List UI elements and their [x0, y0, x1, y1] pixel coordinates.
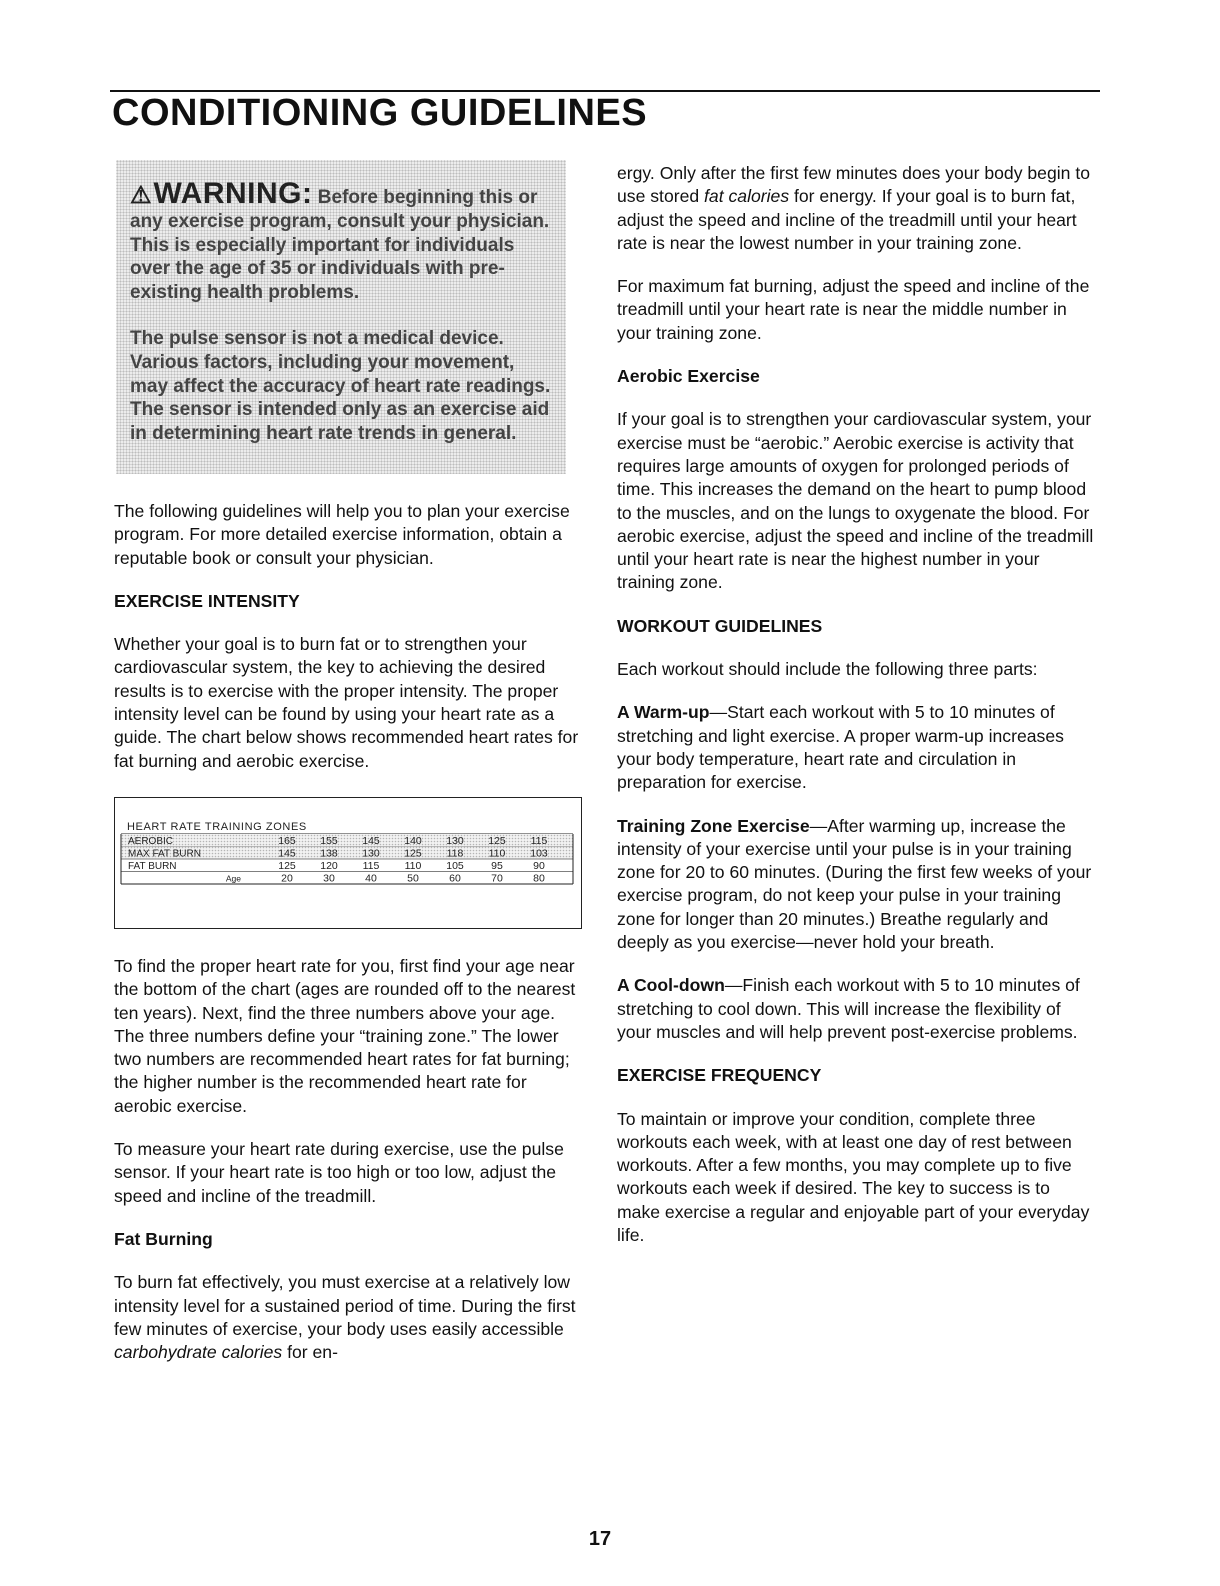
heart-rate-table-svg	[115, 798, 580, 927]
workout-guidelines-heading: WORKOUT GUIDELINES	[617, 615, 823, 636]
age-tick: 20	[281, 872, 293, 885]
table-cell-value: 145	[362, 834, 380, 847]
warmup-text: —Start each workout with 5 to 10 minutes of stretching and light exercise. A proper warm-up increases your body temperature, heart rate and circulation in preparation for exercise.	[617, 702, 1064, 793]
table-cell-value: 110	[488, 847, 506, 860]
table-cell-value: 130	[446, 834, 464, 847]
table-cell-value: 90	[533, 859, 545, 872]
measure-paragraph: To measure your heart rate during exercise, use the pulse sensor. If your heart rate is too high or too low, adjust the speed and incline of the treadmill.	[114, 1139, 564, 1206]
right-column	[617, 162, 1097, 1247]
max-fat-paragraph: For maximum fat burning, adjust the speed and incline of the treadmill until your heart rate is near the middle number in your training zone.	[617, 276, 1090, 343]
table-cell-value: 130	[362, 847, 380, 860]
row-label: FAT BURN	[128, 860, 177, 872]
fat-burning-heading: Fat Burning	[114, 1228, 213, 1249]
warmup-paragraph	[617, 701, 1097, 794]
exercise-frequency-heading: EXERCISE FREQUENCY	[617, 1065, 822, 1086]
table-cell-value: 115	[362, 859, 380, 872]
fat-text-b: for en-	[282, 1342, 338, 1363]
table-cell-value: 125	[404, 847, 422, 860]
age-tick: 40	[365, 872, 377, 885]
table-cell-value: 105	[446, 859, 464, 872]
table-cell-value: 118	[446, 847, 464, 860]
chart-title: HEART RATE TRAINING ZONES	[127, 820, 307, 833]
table-cell-value: 155	[320, 834, 338, 847]
intro-paragraph: The following guidelines will help you to plan your exercise program. For more detailed exercise information, obtain a reputable book or consult your physician.	[114, 501, 570, 568]
table-cell-value: 110	[404, 859, 422, 872]
age-tick: 60	[449, 872, 461, 885]
age-tick: 50	[407, 872, 419, 885]
cont-text-a: ergy. Only after the first few minutes does your body begin to use stored	[617, 163, 1090, 207]
row-label: MAX FAT BURN	[128, 848, 201, 860]
warning-text-1: Before beginning this or any exercise program, consult your physician. This is especially important for individuals over the age of 35 or individuals with pre-existing health problems.	[130, 187, 550, 304]
left-column	[114, 160, 589, 1364]
cooldown-paragraph	[617, 974, 1097, 1044]
table-cell-value: 103	[530, 847, 548, 860]
table-cell-value: 165	[278, 834, 296, 847]
workout-intro: Each workout should include the following three parts:	[617, 659, 1038, 680]
row-label: AEROBIC	[128, 835, 174, 847]
intensity-paragraph: Whether your goal is to burn fat or to strengthen your cardiovascular system, the key to achieving the desired results is to exercise with the proper intensity. The proper intensity level can be found by using your heart rate as a guide. The chart below shows recommended heart rates for fat burning and aerobic exercise.	[114, 634, 579, 771]
cooldown-lead: A Cool-down	[617, 975, 725, 996]
aerobic-heading: Aerobic Exercise	[617, 366, 760, 387]
fat-text-a: To burn fat effectively, you must exercise at a relatively low intensity level for a sustained period of time. During the first few minutes of exercise, your body uses easily accessible	[114, 1272, 576, 1339]
page-title: CONDITIONING GUIDELINES	[112, 92, 648, 134]
exercise-intensity-heading: EXERCISE INTENSITY	[114, 590, 300, 611]
page-number: 17	[588, 1528, 612, 1550]
training-zone-text: —After warming up, increase the intensity of your exercise until your pulse is in your training zone for 20 to 60 minutes. (During the first few weeks of your exercise program, do not keep your pulse in your training zone for longer than 20 minutes.) Breathe regularly and deeply as you exercise—never hold your breath.	[617, 815, 1092, 953]
fat-burning-paragraph	[114, 1271, 589, 1364]
training-zone-lead: Training Zone Exercise	[617, 815, 810, 836]
age-label: Age	[225, 873, 241, 884]
age-tick: 80	[533, 872, 545, 885]
table-cell-value: 145	[278, 847, 296, 860]
warning-label: WARNING:	[153, 177, 313, 210]
table-cell-value: 115	[530, 834, 548, 847]
age-tick: 30	[323, 872, 335, 885]
cooldown-text: —Finish each workout with 5 to 10 minutes of stretching to cool down. This will increase the flexibility of your muscles and will help prevent post-exercise problems.	[617, 975, 1080, 1042]
table-cell-value: 140	[404, 834, 422, 847]
warning-text-2: The pulse sensor is not a medical device. Various factors, including your movement, may affect the accuracy of heart rate readings. The sensor is intended only as an exercise aid in determining heart rate trends in general.	[130, 327, 551, 445]
fat-continued-paragraph	[617, 162, 1097, 255]
aerobic-paragraph: If your goal is to strengthen your cardiovascular system, your exercise must be “aerobic.” Aerobic exercise is activity that requires large amounts of oxygen for prolonged periods of time. This increases the demand on the heart to pump blood to the muscles, and on the lungs to oxygenate the blood. For aerobic exercise, adjust the speed and incline of the treadmill until your heart rate is near the highest number in your training zone.	[617, 409, 1094, 593]
cont-text-b: for energy. If your goal is to burn fat, adjust the speed and incline of the treadmill until your heart rate is near the lowest number in your training zone.	[617, 186, 1077, 253]
warning-triangle-icon: ⚠	[130, 182, 152, 209]
heart-rate-chart	[114, 797, 582, 929]
table-cell-value: 120	[320, 859, 338, 872]
cont-text-em: fat calories	[704, 186, 790, 207]
table-cell-value: 95	[491, 859, 503, 872]
age-tick: 70	[491, 872, 503, 885]
frequency-paragraph: To maintain or improve your condition, complete three workouts each week, with at least one day of rest between workouts. After a few months, you may complete up to five workouts each week if desired. The key to success is to make exercise a regular and enjoyable part of your everyday life.	[617, 1108, 1090, 1245]
table-cell-value: 125	[488, 834, 506, 847]
table-cell-value: 138	[320, 847, 338, 860]
find-rate-paragraph: To find the proper heart rate for you, first find your age near the bottom of the chart (ages are rounded off to the nearest ten years). Next, find the three numbers above your age. The three numbers define your “training zone.” The lower two numbers are recommended heart rates for fat burning; the higher number is the recommended heart rate for aerobic exercise.	[114, 955, 576, 1116]
training-zone-paragraph	[617, 815, 1097, 955]
warning-box	[116, 160, 566, 474]
warmup-lead: A Warm-up	[617, 702, 710, 723]
fat-text-em: carbohydrate calories	[114, 1342, 283, 1363]
table-cell-value: 125	[278, 859, 296, 872]
warning-paragraph-1	[130, 177, 556, 305]
